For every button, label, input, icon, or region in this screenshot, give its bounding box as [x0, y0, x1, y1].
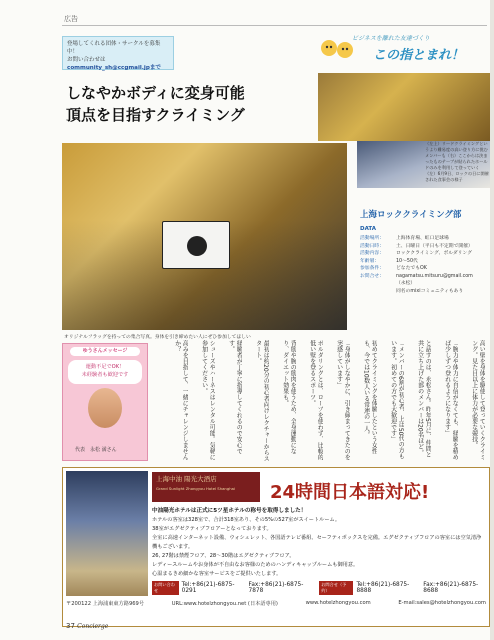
body-column: ボルダリングとは、ロープを使わず、比較的低い壁を登るスポーツ。 [308, 340, 324, 460]
body-column: 最初は約20分の初心者向けレクチャーからスタート。 [254, 340, 270, 462]
ad-label: 広告 [64, 15, 78, 23]
recruit-email-link[interactable]: community_sh@ccgmail.jpまで [67, 65, 162, 71]
leader-portrait [88, 388, 122, 428]
hotel-url-link-2[interactable]: www.hotelzhongyou.com [305, 600, 371, 606]
data-key: 活動場所： [360, 236, 384, 241]
body-column: シューズやハーネスはレンタル可能。気軽に参加してください。 [200, 340, 216, 460]
data-value: 土、日曜日（平日も不定期で開催） [396, 243, 473, 249]
bubble-text-1: 運動不足でOK！ [85, 364, 125, 370]
hotel-desc-line: 26, 27階は禁煙フロア、28〜30階はエグゼクティブフロア。 [152, 553, 295, 559]
bubble-text-2: 未経験者も歓迎です [81, 372, 129, 378]
recruit-text: 登場してくれる団体・サークルを募集中！ [67, 41, 161, 55]
hotel-contact-row [152, 581, 486, 595]
group-photo-caption: オリジナルフラッグを持っての集合写真。身体を引き締めたい人にぜひ参加してほしい [64, 335, 251, 340]
hotel-building-photo [66, 471, 148, 596]
leader-name: 代表 永松 満さん [75, 447, 117, 453]
hotel-fax: Fax:+86(21)-6875-7878 [248, 582, 304, 594]
reservation-tel[interactable]: Tel:+86(21)-6875-8888 [356, 582, 410, 594]
group-photo [62, 143, 347, 330]
data-label: DATA [360, 226, 376, 232]
body-column: 「メンバーの6割が初心者、上は50代の方もいます。初めての方でも大歓迎です」 [389, 340, 405, 460]
data-row [360, 258, 488, 266]
data-row [360, 243, 488, 251]
data-key: お問合せ： [360, 273, 384, 279]
article-headline [66, 82, 245, 126]
body-column: 背筋や腕の筋肉を使うため、全身運動になり、ダイエット効果も。 [281, 340, 297, 454]
hotel-desc-line: ホテルの客室は328室で、合計318室あり、その5%の527室がスイートルーム。 [152, 517, 341, 523]
data-row [360, 273, 488, 281]
hotel-desc-line: 心温まるきめ細かな客室サービスをご提供いたします。 [152, 571, 282, 577]
hotel-description [152, 507, 486, 579]
data-key: 活動日時： [360, 243, 384, 249]
data-row [360, 288, 488, 296]
body-column: 「腕力や体力に自信がなくても、経験を積めば少しずつ登れるようになります」 [443, 340, 459, 460]
magazine-name: Concierge [77, 623, 109, 630]
logo-subtitle: ビジネスを離れた友達づくり [352, 35, 430, 42]
body-column: 高みを目指して、一緒にチャレンジしませんか？ [173, 340, 189, 460]
data-key [360, 280, 396, 288]
data-row [360, 280, 488, 288]
body-column: と話すのは、永松さん。昨年5月に、仲間と共に立ち上げた部のメンバーは20名ほど。 [416, 340, 432, 458]
data-key [360, 288, 396, 296]
recruit-text-2: お問い合わせは [67, 57, 106, 63]
hotel-desc-line: 38室がエグゼクティブフロアーとなっております。 [152, 526, 272, 532]
body-column: 高い壁を身体を駆使して登っていくクライミング。見た目以上に体力が必要な競技。 [470, 340, 486, 460]
headline-line-2: 頂点を目指すクライミング [66, 106, 245, 124]
page-number: 37 [66, 622, 75, 630]
body-column: 初めてクライミングを体験したという女性も、今では10数人いる常連の一人。 [362, 340, 378, 454]
hotel-tel[interactable]: Tel:+86(21)-6875-0291 [181, 582, 235, 594]
reservation-fax: Fax:+86(21)-6875-8688 [423, 582, 479, 594]
data-value: 上海体育場、虹口足球場 [396, 236, 449, 241]
data-key: 年齢層： [360, 258, 380, 264]
hotel-email-link[interactable]: E-mail:sales@hotelzhongyou.com [398, 600, 486, 606]
data-row [360, 235, 488, 243]
recruit-box [62, 36, 174, 70]
body-column: 「身体がしなやかに、引き締まってきたのを実感しています」 [335, 340, 351, 460]
data-value: ロッククライミング、ボルダリング [396, 251, 472, 256]
logo-title: この指とまれ！ [373, 48, 465, 63]
hotel-address-row [66, 600, 486, 607]
hotel-url-link[interactable]: URL:www.hotelzhongyou.net (日本語専用) [171, 601, 278, 607]
hotel-desc-line: レディースルームやお身体が不自由なお客様のためのハンディキャップルームも御用意。 [152, 562, 359, 568]
data-key: 参加条件： [360, 266, 384, 271]
club-flag [162, 221, 230, 269]
climbing-wall-photo [318, 73, 490, 141]
headline-line-1: しなやかボディに変身可能 [66, 84, 245, 102]
hotel-desc-line: 全室に高速インターネット設備、ウォシュレット、各国語テレビ番組、セーフティボックスを完備。エグゼクティブフロアの客室には空気清浄機もございます。 [152, 535, 482, 550]
hotel-name-en: Grand Sunlight Zhongyou Hotel Shanghai [156, 486, 236, 491]
hotel-lead: 中油陽光ホテルは正式に5ツ星ホテルの称号を取得しました！ [152, 508, 307, 514]
body-column: 経験者が丁寧に指導してくれるので安心です。 [227, 340, 243, 454]
page-footer [66, 622, 108, 630]
message-heading: ゆうさんメッセージ [70, 347, 140, 356]
data-value: 10〜50代 [396, 258, 418, 264]
hotel-logo [152, 472, 260, 502]
club-title: 上海ロッククライミング部 [360, 210, 462, 220]
hotel-headline: 24時間日本語対応! [270, 482, 430, 503]
data-value: （永松） [396, 281, 416, 286]
club-data-table [360, 235, 488, 295]
data-row [360, 265, 488, 273]
message-bubble [68, 360, 142, 384]
data-value: どなたでもOK [396, 266, 427, 271]
data-value: 同名のmixiコミュニティもあり [396, 288, 464, 294]
page-edge [490, 0, 494, 640]
hotel-name: 上海中油 陽光大酒店 [156, 475, 217, 483]
contact-email-link[interactable]: nagamatsu.mitsuru@gmail.com [396, 273, 473, 279]
divider [62, 25, 487, 26]
data-key: 活動内容： [360, 251, 384, 256]
reservation-badge: お問合せ（予約） [319, 581, 353, 595]
contact-badge: お問い合わせ [152, 581, 179, 595]
data-row [360, 250, 488, 258]
photo-caption-right: （左上）リードクライミングというより難易度の高い登り方に挑むメンバーも（右）ここからは決まったものテープが貼られたホールドのみを利用して登っていく（左）6月9日、ロックの日に開催された食事会の様子 [425, 141, 489, 182]
hotel-address: 〒200122 上海浦東東方路969号 [66, 601, 145, 607]
